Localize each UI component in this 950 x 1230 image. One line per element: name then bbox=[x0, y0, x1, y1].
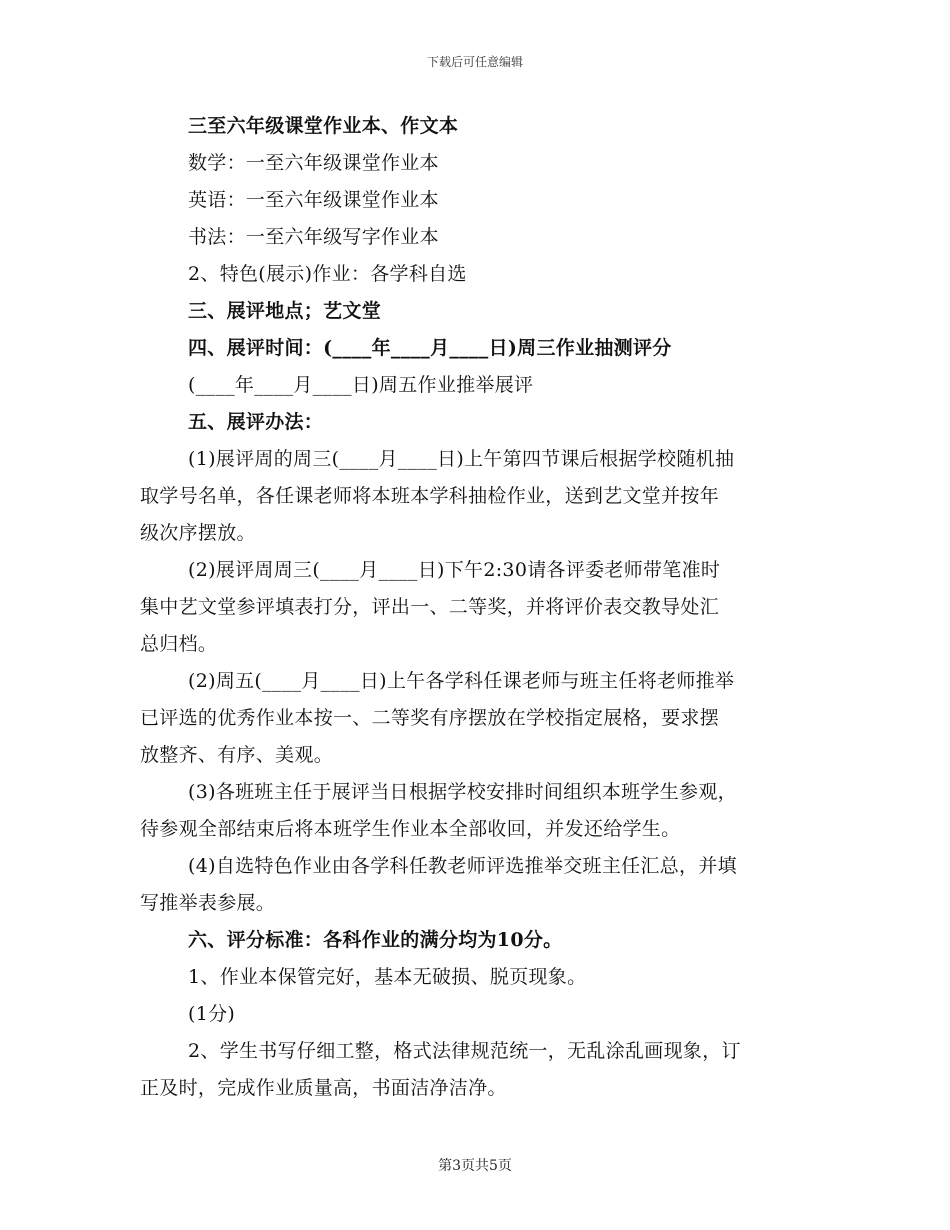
text-line: 1、作业本保管完好，基本无破损、脱页现象。 bbox=[188, 966, 587, 988]
text-line: (3)各班班主任于展评当日根据学校安排时间组织本班学生参观， bbox=[188, 781, 737, 803]
text-line: 放整齐、有序、美观。 bbox=[140, 744, 334, 766]
text-line: 写推举表参展。 bbox=[140, 892, 276, 914]
section-heading: 五、展评办法： bbox=[188, 411, 324, 433]
section-heading: 六、评分标准：各科作业的满分均为10分。 bbox=[188, 929, 563, 951]
text-line: 正及时，完成作业质量高，书面洁净洁净。 bbox=[140, 1077, 507, 1099]
text-line: (____年____月____日)周五作业推举展评 bbox=[188, 374, 534, 396]
text-line: 三至六年级课堂作业本、作文本 bbox=[188, 115, 459, 137]
text-line: (2)展评周周三(____月____日)下午2:30请各评委老师带笔准时 bbox=[188, 559, 721, 581]
text-line: 总归档。 bbox=[140, 633, 218, 655]
text-line: 书法：一至六年级写字作业本 bbox=[188, 226, 439, 248]
section-heading: 四、展评时间：(____年____月____日)周三作业抽测评分 bbox=[188, 337, 672, 359]
text-line: (1)展评周的周三(____月____日)上午第四节课后根据学校随机抽 bbox=[188, 448, 735, 470]
text-line: 级次序摆放。 bbox=[140, 522, 256, 544]
text-line: 已评选的优秀作业本按一、二等奖有序摆放在学校指定展格，要求摆 bbox=[140, 707, 720, 729]
section-heading: 三、展评地点；艺文堂 bbox=[188, 300, 382, 322]
text-line: 数学：一至六年级课堂作业本 bbox=[188, 152, 439, 174]
text-line: 2、特色(展示)作业：各学科自选 bbox=[188, 263, 467, 285]
page-header: 下载后可任意编辑 bbox=[426, 55, 523, 69]
page-footer: 第3页共5页 bbox=[438, 1158, 512, 1174]
text-line: 英语：一至六年级课堂作业本 bbox=[188, 189, 439, 211]
text-line: 集中艺文堂参评填表打分，评出一、二等奖，并将评价表交教导处汇 bbox=[140, 596, 720, 618]
text-line: 取学号名单，各任课老师将本班本学科抽检作业，送到艺文堂并按年 bbox=[140, 485, 720, 507]
text-line: (2)周五(____月____日)上午各学科任课老师与班主任将老师推举 bbox=[188, 670, 735, 692]
text-line: (4)自选特色作业由各学科任教老师评选推举交班主任汇总，并填 bbox=[188, 855, 737, 877]
text-line: 待参观全部结束后将本班学生作业本全部收回，并发还给学生。 bbox=[140, 818, 681, 840]
text-line: 2、学生书写仔细工整，格式法律规范统一，无乱涂乱画现象，订 bbox=[188, 1040, 741, 1062]
text-line: (1分) bbox=[188, 1003, 236, 1025]
